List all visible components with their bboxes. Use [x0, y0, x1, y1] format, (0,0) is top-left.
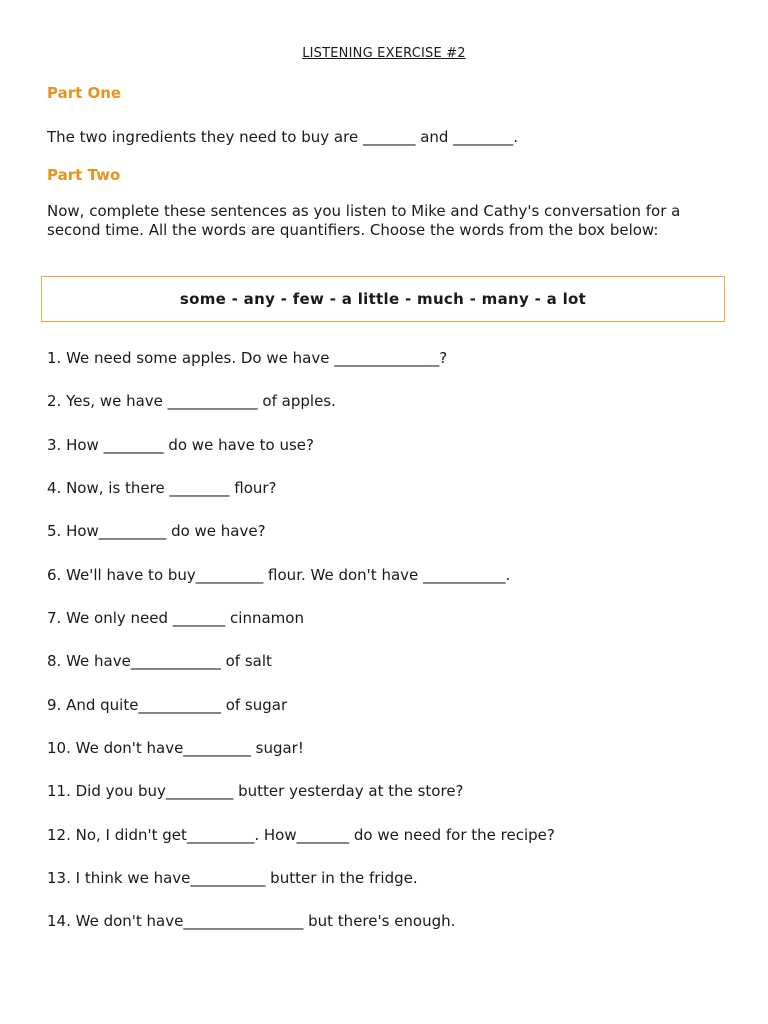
question-item: 13. I think we have__________ butter in the fridge. [47, 869, 418, 887]
question-item: 7. We only need _______ cinnamon [47, 609, 304, 627]
word-box: some - any - few - a little - much - many - a lot [41, 276, 725, 322]
page-title: LISTENING EXERCISE #2 [302, 46, 466, 61]
question-item: 9. And quite___________ of sugar [47, 696, 288, 714]
question-item: 14. We don't have________________ but there's enough. [47, 912, 456, 930]
question-item: 10. We don't have_________ sugar! [47, 739, 304, 757]
question-item: 5. How_________ do we have? [47, 522, 266, 540]
part-one-text: The two ingredients they need to buy are _______ and ________. [47, 128, 518, 146]
question-item: 3. How ________ do we have to use? [47, 436, 314, 454]
part-two-instructions: Now, complete these sentences as you listen to Mike and Cathy's conversation for a second time. All the words are quantifiers. Choose the words from the box below: [47, 202, 681, 239]
part-one-heading: Part One [47, 84, 122, 102]
question-item: 4. Now, is there ________ flour? [47, 479, 277, 497]
question-item: 1. We need some apples. Do we have ______________? [47, 349, 448, 367]
part-two-heading: Part Two [47, 166, 121, 184]
question-item: 6. We'll have to buy_________ flour. We don't have ___________. [47, 566, 511, 584]
question-item: 8. We have____________ of salt [47, 652, 272, 670]
question-item: 11. Did you buy_________ butter yesterday at the store? [47, 782, 464, 800]
question-item: 12. No, I didn't get_________. How_______ do we need for the recipe? [47, 826, 555, 844]
question-item: 2. Yes, we have ____________ of apples. [47, 392, 336, 410]
